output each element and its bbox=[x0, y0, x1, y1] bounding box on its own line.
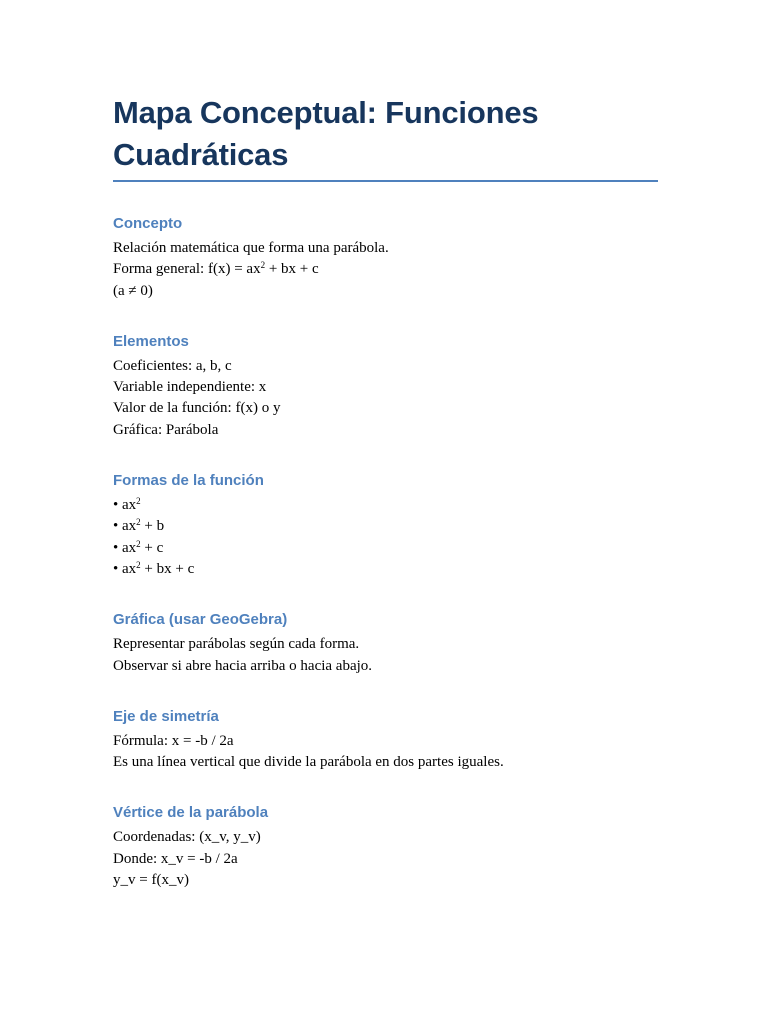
exponent: 2 bbox=[136, 517, 141, 528]
axis-description: Es una línea vertical que divide la parábola en dos partes iguales. bbox=[113, 754, 504, 771]
exponent: 2 bbox=[260, 260, 266, 271]
exponent: 2 bbox=[136, 496, 141, 507]
form-list-item bbox=[113, 559, 658, 580]
title-line-1: Mapa Conceptual: Funciones bbox=[113, 95, 539, 130]
axis-formula: Fórmula: x = -b / 2a bbox=[113, 732, 234, 749]
section-heading: Concepto bbox=[113, 215, 183, 232]
general-form-suffix: + bx + c bbox=[265, 261, 319, 278]
form-list-item bbox=[113, 516, 658, 537]
vertex-line: Coordenadas: (x_v, y_v) bbox=[113, 829, 261, 846]
section-heading: Gráfica (usar GeoGebra) bbox=[113, 611, 288, 629]
graph-line: Observar si abre hacia arriba o hacia abajo. bbox=[113, 657, 373, 674]
form-suffix: + b bbox=[140, 518, 165, 535]
document-page bbox=[113, 92, 658, 891]
form-prefix: • ax bbox=[113, 560, 137, 577]
graph-line: Representar parábolas según cada forma. bbox=[113, 636, 360, 653]
section-heading: Eje de simetría bbox=[113, 707, 219, 725]
element-line: Variable independiente: x bbox=[113, 379, 267, 396]
condition: (a ≠ 0) bbox=[113, 282, 153, 299]
form-prefix: • ax bbox=[113, 539, 137, 556]
concept-definition: Relación matemática que forma una parábola. bbox=[113, 240, 389, 256]
section-heading: Elementos bbox=[113, 332, 189, 350]
section-elementos bbox=[113, 332, 658, 441]
section-eje-simetria bbox=[113, 707, 658, 774]
section-vertice bbox=[113, 803, 658, 891]
section-grafica bbox=[113, 610, 658, 677]
section-formas bbox=[113, 471, 658, 580]
general-form-prefix: Forma general: f(x) = ax bbox=[113, 261, 261, 278]
form-prefix: • ax bbox=[113, 518, 137, 535]
section-concepto bbox=[113, 214, 658, 302]
form-suffix: + c bbox=[140, 539, 164, 556]
element-line: Gráfica: Parábola bbox=[113, 421, 219, 438]
title-line-2: Cuadráticas bbox=[113, 137, 289, 172]
exponent: 2 bbox=[136, 559, 141, 570]
exponent: 2 bbox=[136, 538, 141, 549]
section-heading: Vértice de la parábola bbox=[113, 804, 269, 822]
element-line: Coeficientes: a, b, c bbox=[113, 357, 232, 374]
section-heading: Formas de la función bbox=[113, 472, 264, 490]
form-prefix: • ax bbox=[113, 497, 137, 514]
element-line: Valor de la función: f(x) o y bbox=[113, 400, 281, 417]
vertex-line: Donde: x_v = -b / 2a bbox=[113, 850, 238, 867]
form-list-item bbox=[113, 538, 658, 559]
page-title bbox=[113, 92, 658, 182]
form-list-item bbox=[113, 495, 658, 516]
vertex-line: y_v = f(x_v) bbox=[113, 872, 189, 889]
form-suffix: + bx + c bbox=[140, 560, 195, 577]
general-form bbox=[113, 259, 658, 280]
